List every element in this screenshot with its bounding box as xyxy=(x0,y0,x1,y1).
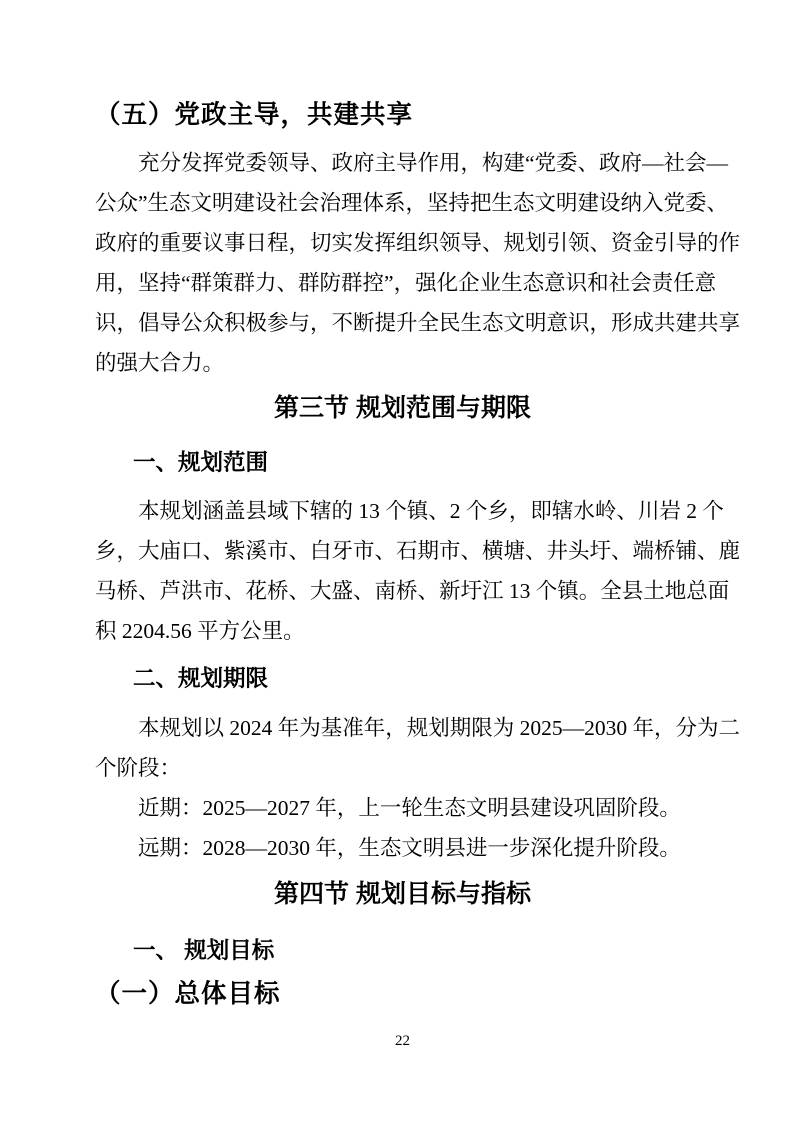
subheading-plan-period: 二、规划期限 xyxy=(133,666,269,691)
heading-overall-goal: （一）总体目标 xyxy=(95,979,281,1008)
paragraph-far-term xyxy=(95,828,710,868)
paragraph-line: 马桥、芦洪市、花桥、大盛、南桥、新圩江 13 个镇。全县土地总面 xyxy=(95,579,730,603)
paragraph-plan-scope xyxy=(95,491,741,651)
subheading-plan-goals: 一、 规划目标 xyxy=(133,938,275,963)
paragraph-line: 远期：2028—2030 年，生态文明县进一步深化提升阶段。 xyxy=(138,836,681,860)
paragraph-near-term xyxy=(95,788,710,828)
paragraph-line: 识，倡导公众积极参与，不断提升全民生态文明意识，形成共建共享 xyxy=(95,311,741,335)
paragraph-party-guidance xyxy=(95,143,741,383)
paragraph-plan-period xyxy=(95,708,741,788)
page-number: 22 xyxy=(395,1033,410,1049)
paragraph-line: 的强大合力。 xyxy=(95,351,225,375)
section3-title: 第三节 规划范围与期限 xyxy=(274,394,531,422)
paragraph-line: 个阶段： xyxy=(95,756,182,780)
paragraph-line: 用，坚持“群策群力、群防群控”，强化企业生态意识和社会责任意 xyxy=(95,271,717,295)
paragraph-line: 政府的重要议事日程，切实发挥组织领导、规划引领、资金引导的作 xyxy=(95,231,741,255)
paragraph-line: 本规划以 2024 年为基准年，规划期限为 2025—2030 年，分为二 xyxy=(138,716,741,740)
heading-party-government-leadership: （五）党政主导，共建共享 xyxy=(95,100,414,129)
paragraph-line: 公众”生态文明建设社会治理体系，坚持把生态文明建设纳入党委、 xyxy=(95,191,729,215)
paragraph-line: 本规划涵盖县域下辖的 13 个镇、2 个乡，即辖水岭、川岩 2 个 xyxy=(138,499,724,523)
section4-title: 第四节 规划目标与指标 xyxy=(274,880,531,908)
paragraph-line: 乡，大庙口、紫溪市、白牙市、石期市、横塘、井头圩、端桥铺、鹿 xyxy=(95,539,741,563)
paragraph-line: 积 2204.56 平方公里。 xyxy=(95,619,305,643)
paragraph-line: 近期：2025—2027 年，上一轮生态文明县建设巩固阶段。 xyxy=(138,796,681,820)
paragraph-line: 充分发挥党委领导、政府主导作用，构建“党委、政府—社会— xyxy=(138,151,729,175)
subheading-plan-scope: 一、规划范围 xyxy=(133,450,269,475)
